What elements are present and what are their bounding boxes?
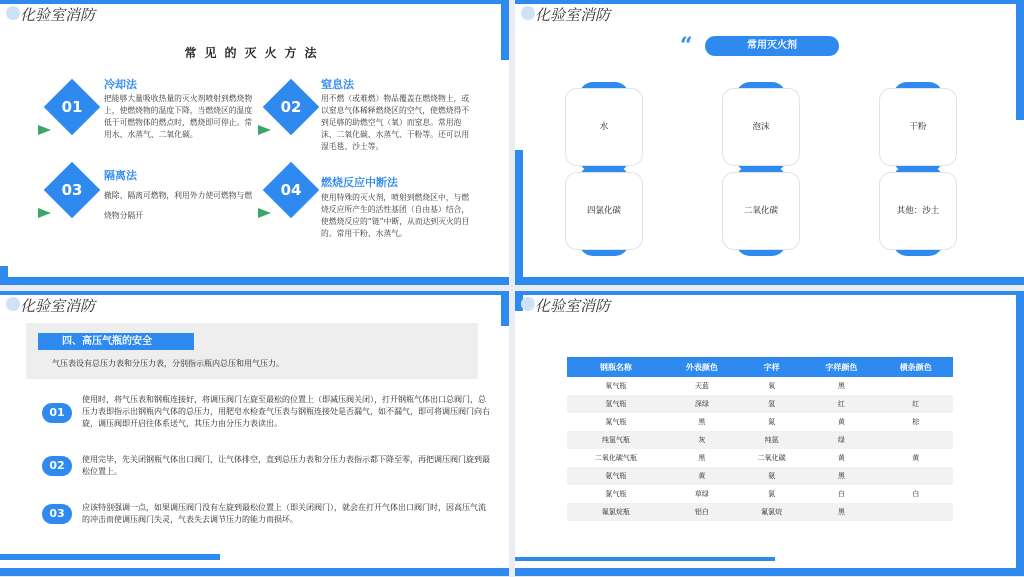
side-bar-right: [501, 291, 509, 326]
point-number: 01: [42, 403, 72, 423]
table-cell: 棕: [912, 418, 920, 426]
table-row: [567, 449, 953, 467]
table-cell: 氮: [768, 418, 776, 426]
paper-plane-icon: [38, 208, 51, 218]
table-cell: 黄: [912, 454, 920, 462]
agents-badge: 常用灭火剂: [705, 36, 839, 56]
agent-card: [879, 88, 957, 166]
table-cell: 红: [804, 395, 878, 413]
table-cell: 氢: [739, 395, 804, 413]
paper-plane-icon: [38, 125, 51, 135]
bottom-bar: [515, 277, 1024, 285]
bottom-accent: [0, 554, 220, 560]
title-dot-icon: [521, 6, 535, 20]
slide-cylinder-colors[interactable]: [515, 291, 1024, 576]
table-cell: 白: [837, 490, 845, 498]
point-text: 使用时，将气压表和钢瓶连接好，将调压阀门左旋至最松的位置上（即减压阀关闭），打开钢瓶气体出口总阀门，总压力表即指示出钢瓶内气体的总压力，用肥皂水检查气压表与钢瓶连接处是否漏气，如不漏气，即可将调压阀门向右旋，调压阀即开启往体系送气，其压力由分压力表读出。: [82, 395, 490, 428]
agent-label: 泡沫: [722, 88, 800, 166]
agent-card: [879, 172, 957, 250]
table-cell: 氮气瓶: [605, 418, 627, 426]
slide-title: 化验室消防: [535, 6, 611, 24]
table-cell: 氢气瓶: [567, 395, 665, 413]
col-header: 字样: [739, 357, 804, 377]
agent-card: [565, 88, 643, 166]
table-cell: 氨气瓶: [567, 467, 665, 485]
table-cell: 黑: [837, 382, 845, 390]
method-desc: 用不燃（或难燃）物品覆盖在燃烧物上，或以窒息气体稀释燃烧区的空气，使燃烧得不到足够的助燃空气（氧）而窒息。常用泡沫、二氧化碳、水蒸气、干粉等。还可以用湿毛毯、沙土等。: [321, 94, 470, 151]
table-cell: 黄: [837, 418, 845, 426]
point-number: 03: [42, 504, 72, 524]
agent-label: 其他：沙土: [879, 172, 957, 250]
col-header: 字样颜色: [804, 357, 878, 377]
col-header: 外表颜色: [665, 357, 739, 377]
cylinder-table: [567, 357, 953, 521]
table-cell: [879, 377, 953, 395]
table-cell: 红: [879, 395, 953, 413]
table-cell: [879, 467, 953, 485]
table-cell: 氯气瓶: [605, 490, 627, 498]
title-dot-icon: [521, 297, 535, 311]
method-desc: 撤除、隔离可燃物，利用外力使可燃物与燃烧物分隔开: [104, 191, 253, 220]
quote-icon: “: [680, 33, 693, 59]
section-subtext: 气压表设有总压力表和分压力表，分别指示瓶内总压和用气压力。: [52, 359, 284, 368]
table-cell: 白: [912, 490, 920, 498]
agent-label: 二氧化碳: [722, 172, 800, 250]
agent-label: 四氯化碳: [565, 172, 643, 250]
table-cell: 天蓝: [694, 382, 709, 390]
side-bar-right: [1016, 0, 1024, 120]
table-cell: 黑: [698, 454, 706, 462]
table-cell: 氧气瓶: [605, 382, 627, 390]
slide-cylinder-safety[interactable]: [0, 291, 509, 576]
table-header-row: [567, 357, 953, 377]
table-row: [567, 377, 953, 395]
slide-title: 化验室消防: [535, 297, 611, 315]
method-desc: 使用特殊的灭火剂，喷射到燃烧区中，与燃烧反应所产生的活性基团（自由基）结合，使燃烧反应的“链”中断，从而达到灭火的目的。常用干粉、水蒸气。: [321, 193, 470, 238]
table-cell: 草绿: [694, 490, 709, 498]
table-cell: 黄: [665, 467, 739, 485]
agent-label: 干粉: [879, 88, 957, 166]
bottom-bar: [515, 568, 1024, 576]
table-cell: 纯氩气瓶: [567, 431, 665, 449]
table-cell: 灰: [665, 431, 739, 449]
table-row: [567, 395, 953, 413]
method-number: 02: [280, 98, 302, 116]
section-heading: 常见的灭火方法: [184, 46, 325, 60]
point-text: 应该特别强调一点，如果调压阀门没有左旋到最松位置上（即关闭阀门），就会在打开气体出口阀门时，因高压气流的冲击而使调压阀门失灵，气表失去调节压力的能力而损坏。: [82, 503, 486, 524]
table-row: [567, 413, 953, 431]
slide-fire-methods[interactable]: [0, 0, 509, 285]
table-cell: 二氧化碳: [757, 454, 786, 462]
table-cell: 氧: [768, 382, 776, 390]
bottom-accent: [515, 557, 775, 561]
table-cell: [879, 503, 953, 521]
table-cell: 铝白: [665, 503, 739, 521]
method-name: 隔离法: [104, 169, 137, 182]
table-cell: 黄: [837, 454, 845, 462]
table-row: [567, 485, 953, 503]
method-number: 03: [61, 181, 83, 199]
agent-card: [722, 88, 800, 166]
col-header: 横条颜色: [879, 357, 953, 377]
table-cell: [879, 431, 953, 449]
agent-label: 水: [565, 88, 643, 166]
method-name: 燃烧反应中断法: [321, 176, 398, 189]
table-cell: 氯: [768, 490, 776, 498]
table-row: [567, 431, 953, 449]
table-row: [567, 467, 953, 485]
heading-panel: [26, 323, 478, 379]
table-cell: 黑: [698, 418, 706, 426]
table-cell: 黑: [804, 467, 878, 485]
table-cell: 深绿: [665, 395, 739, 413]
paper-plane-icon: [258, 125, 271, 135]
table-cell: 黑: [804, 503, 878, 521]
table-cell: 氨: [739, 467, 804, 485]
title-dot-icon: [6, 297, 20, 311]
method-desc: 把能够大量吸收热量的灭火剂喷射到燃烧物上，使燃烧物的温度下降，当燃烧区的温度低于可燃物体的燃点时，燃烧即可停止。常用水、水蒸气、二氧化碳。: [104, 94, 253, 139]
method-number: 01: [61, 98, 83, 116]
table-cell: 二氧化碳气瓶: [594, 454, 637, 462]
agent-card: [722, 172, 800, 250]
side-bar-right: [1016, 291, 1024, 576]
table-body: [567, 377, 953, 521]
method-name: 窒息法: [321, 78, 354, 91]
bottom-bar: [0, 277, 509, 285]
point-number: 02: [42, 456, 72, 476]
agent-card: [565, 172, 643, 250]
table-cell: 绿: [804, 431, 878, 449]
col-header: 钢瓶名称: [567, 357, 665, 377]
table-cell: 氟氯烷瓶: [567, 503, 665, 521]
table-cell: 纯氩: [739, 431, 804, 449]
slide-title: 化验室消防: [20, 6, 96, 24]
point-text: 使用完毕，先关闭钢瓶气体出口阀门，让气体排空，直到总压力表和分压力表指示都下降至零，再把调压阀门旋到最松位置上。: [82, 455, 490, 476]
section-heading: 四、高压气瓶的安全: [38, 333, 194, 350]
bottom-bar: [0, 568, 509, 576]
method-name: 冷却法: [104, 78, 137, 91]
method-number: 04: [280, 181, 302, 199]
table-row: [567, 503, 953, 521]
paper-plane-icon: [258, 208, 271, 218]
slide-title: 化验室消防: [20, 297, 96, 315]
table-cell: 氟氯烷: [739, 503, 804, 521]
slide-extinguishing-agents[interactable]: [515, 0, 1024, 285]
side-bar-left: [515, 150, 523, 285]
title-dot-icon: [6, 6, 20, 20]
